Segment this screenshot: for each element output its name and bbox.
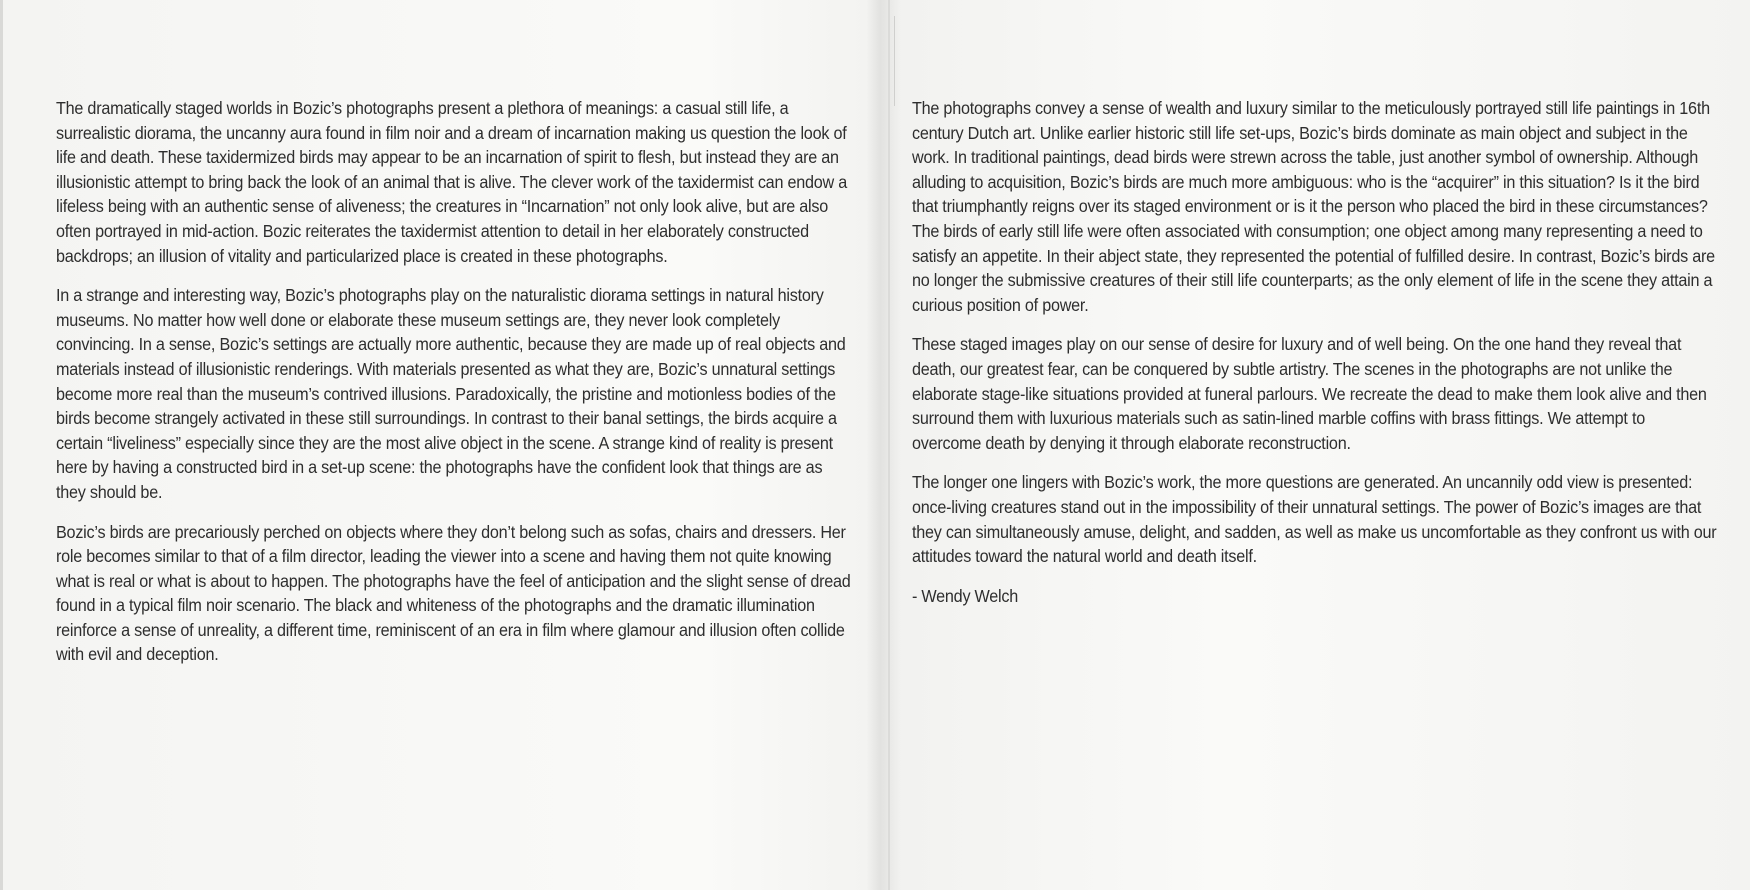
left-page: [56, 96, 856, 682]
author-signature: - Wendy Welch: [912, 585, 1019, 606]
fold-mark: [894, 16, 895, 106]
right-page: [912, 96, 1722, 623]
right-paragraph-3: The longer one lingers with Bozic’s work, the more questions are generated. An uncannily odd view is presented: once-living creatures stand out in the impossibility of their unnatural settings. The power of Bozic’s images are that they can simultaneously amuse, delight, and sadden, as well as make us uncomfortable as they confront us with our attitudes toward the natural world and death itself.: [912, 472, 1717, 567]
left-paragraph-2: In a strange and interesting way, Bozic’s photographs play on the naturalistic diorama settings in natural history museums. No matter how well done or elaborate these museum settings are, they never look completely convincing. In a sense, Bozic’s settings are actually more authentic, because they are made up of real objects and materials instead of illusionistic renderings. With materials presented as what they are, Bozic’s unnatural settings become more real than the museum’s contrived illusions. Paradoxically, the pristine and motionless bodies of the birds become strangely activated in these still surroundings. In contrast to their banal settings, the birds acquire a certain “liveliness” especially since they are the most alive object in the scene. A strange kind of reality is present here by having a constructed bird in a set-up scene: the photographs have the confident look that things are as they should be.: [56, 285, 846, 502]
right-paragraph-2: These staged images play on our sense of desire for luxury and of well being. On the one hand they reveal that death, our greatest fear, can be conquered by subtle artistry. The scenes in the photographs are not unlike the elaborate stage-like situations provided at funeral parlours. We recreate the dead to make them look alive and then surround them with luxurious materials such as satin-lined marble coffins with brass fittings. We attempt to overcome death by denying it through elaborate reconstruction.: [912, 334, 1707, 453]
left-paragraph-3: Bozic’s birds are precariously perched on objects where they don’t belong such as sofas, chairs and dressers. Her role becomes similar to that of a film director, leading the viewer into a scene and having them not quite knowing what is real or what is about to happen. The photographs have the feel of anticipation and the slight sense of dread found in a typical film noir scenario. The black and whiteness of the photographs and the dramatic illumination reinforce a sense of unreality, a different time, reminiscent of an era in film where glamour and illusion often collide with evil and deception.: [56, 521, 851, 665]
left-paragraph-1: The dramatically staged worlds in Bozic’s photographs present a plethora of meanings: a casual still life, a surrealistic diorama, the uncanny aura found in film noir and a dream of incarnation making us question the look of life and death. These taxidermized birds may appear to be an incarnation of spirit to flesh, but instead they are an illusionistic attempt to bring back the look of an animal that is alive. The clever work of the taxidermist can endow a lifeless being with an authentic sense of aliveness; the creatures in “Incarnation” not only look alive, but are also often portrayed in mid-action. Bozic reiterates the taxidermist attention to detail in her elaborately constructed backdrops; an illusion of vitality and particularized place is created in these photographs.: [56, 98, 847, 266]
right-paragraph-1: The photographs convey a sense of wealth and luxury similar to the meticulously portrayed still life paintings in 16th century Dutch art. Unlike earlier historic still life set-ups, Bozic’s birds dominate as main object and subject in the work. In traditional paintings, dead birds were strewn across the table, just another symbol of ownership. Although alluding to acquisition, Bozic’s birds are much more ambiguous: who is the “acquirer” in this situation? Is it the bird that triumphantly reigns over its staged environment or is it the person who placed the bird in these circumstances? The birds of early still life were often associated with consumption; one object among many representing a need to satisfy an appetite. In their abject state, they represented the potential of fulfilled desire. In contrast, Bozic’s birds are no longer the submissive creatures of their still life counterparts; as the only element of life in the scene they attain a curious position of power.: [912, 98, 1715, 315]
page-edge: [0, 0, 3, 890]
book-fold: [888, 0, 890, 890]
